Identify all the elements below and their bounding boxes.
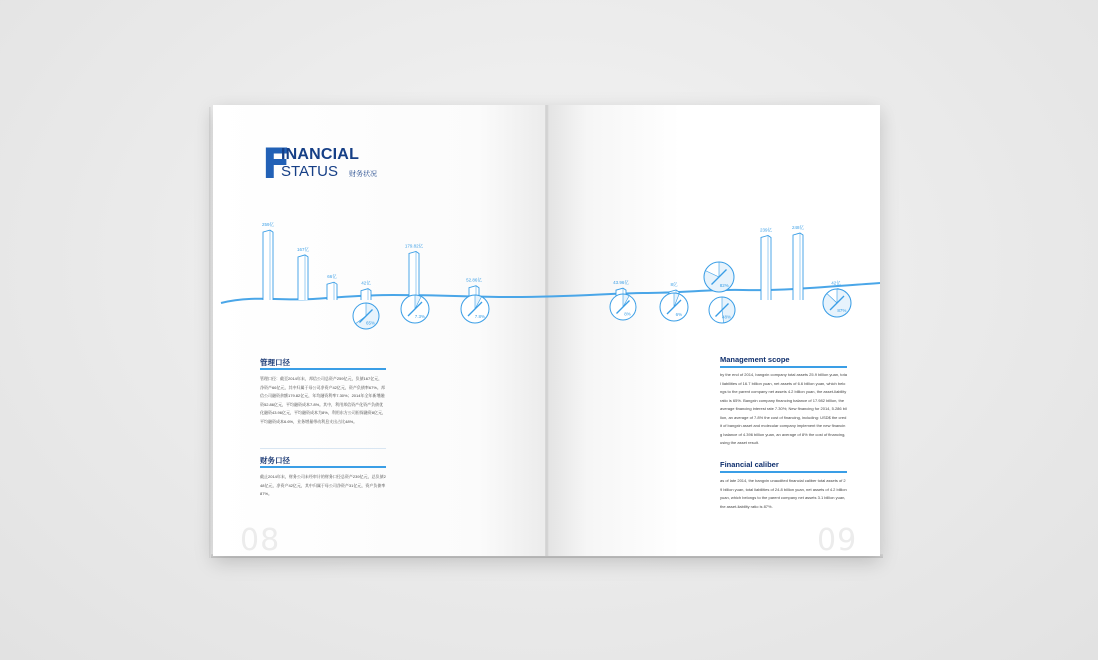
mgmt-scope-heading: Management scope [720,355,790,364]
left-bar-label-2: 66亿 [327,274,337,280]
wave-line [221,283,880,303]
left-bar-label-1: 167亿 [296,246,310,252]
left-bar-4 [409,251,419,300]
page-number-left: 08 [240,523,281,556]
left-bar-2 [327,282,337,300]
financial-caliber-heading: Financial caliber [720,460,779,469]
page-number-right: 09 [817,523,858,556]
title-initial: F [262,139,291,188]
left-bar-label-5: 52.86亿 [466,277,482,283]
right-bar-2 [761,235,771,300]
left-pie-label-1: 7.3% [414,314,426,320]
right-pie-label-1: 6% [675,312,683,318]
left-pie-label-2: 7.8% [474,314,486,320]
financial-caliber-heading-cn: 财务口径 [260,456,290,465]
financial-caliber-text-cn: 截止2014年末，财务公司未经审计的财务口径总资产239亿元，总负债248亿元，净资产42亿元，其中归属于母公司净资产31亿元，资产负债率87%。 [260,474,386,496]
mgmt-scope-text: by the end of 2014, bangxin company total assets 25.9 billion yuan, total liabilities of 16.7 billion yuan, net assets of 6.6 billion yuan, which belongs to the parent company net assets 4.2 billion yuan, the asset-liability ratio is 65%. Bangxin company financing balance of 17.982 billion, the average financing interest rate 7.30%; New financing for 2014, 5.286 billion, an average of 7.8% the cost of financing, including: USD$ the credit of bangxin asset and molecular company implement the new financing balance of 4.396 billion yuan, an average of 8% the cost of financing, using the asset result. [720,372,847,445]
left-bar-label-4: 179.82亿 [404,243,424,249]
left-bar-3 [361,289,371,300]
left-bar-label-0: 259亿 [261,222,275,228]
right-pie-label-2: 82% [719,282,729,288]
right-bar-label-4: 42亿 [831,280,841,286]
title-chinese: 财务状况 [349,171,377,178]
right-bar-label-3: 248亿 [791,225,805,231]
financial-infographic [213,105,880,556]
right-pie-label-4: 87% [837,308,847,314]
right-bar-label-0: 43.96亿 [613,280,629,286]
mgmt-scope-heading-cn: 管理口径 [260,358,290,367]
title-line-1: INANCIAL [281,146,360,163]
financial-caliber-text: as of late 2014, the bangxin unaudited financial caliber total assets of 29 billion yuan, total liabilities of 24.8 billion yuan, net assets of 4.2 billion yuan, which belongs to the parent company net assets 3.1 billion yuan, the asset-liability ratio is 87%. [720,478,847,509]
brochure-spread [213,105,880,556]
right-bar-3 [793,233,803,300]
right-pie-label-0: 8% [624,311,631,317]
title-line-2: STATUS [281,163,338,180]
mgmt-scope-text-cn: 管理口径：截至2014年末，邦信公司总资产259亿元，负债167亿元，净资产66亿元，其中归属于母公司净资产42亿元，资产负债率67%。邦信公司融资余额179.82亿元，年均融资利率7.30%；2014年全年新增融资52.86亿元，平均融资成本7.8%。其中，利用邦信资产化资产负债优化融资43.96亿元，平均融资成本为8%，利用东方公司担保融资8亿元，平均融资成本6.6%，业务增量带动利息支出占比48%。 [260,376,387,424]
right-pie-label-3: 48% [722,314,732,320]
left-pie-label-0: 65% [366,320,376,326]
right-bar-label-2: 239亿 [759,227,773,233]
right-bar-label-1: 8亿 [670,282,678,287]
left-bar-label-3: 42亿 [361,280,371,286]
left-bar-0 [263,230,273,300]
left-bar-1 [298,255,308,300]
